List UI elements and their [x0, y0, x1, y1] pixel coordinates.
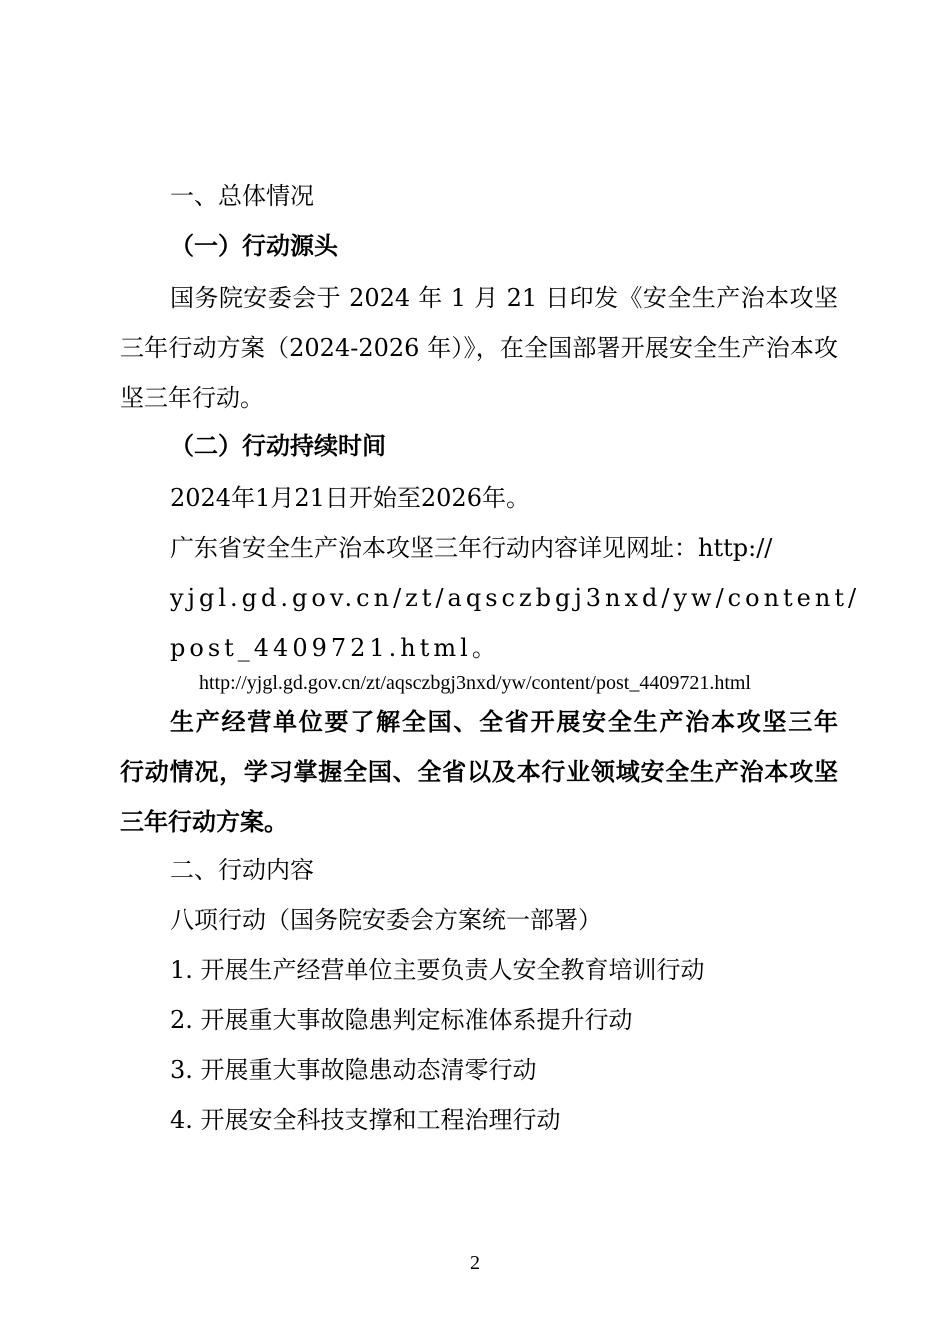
subsection-heading-1: （一）行动源头 [170, 232, 338, 260]
section-heading-2: 二、行动内容 [170, 856, 314, 884]
section-subheading: 八项行动（国务院安委会方案统一部署） [170, 906, 602, 934]
list-item: 3. 开展重大事故隐患动态清零行动 [170, 1056, 537, 1084]
list-item: 2. 开展重大事故隐患判定标准体系提升行动 [170, 1006, 633, 1034]
source-url[interactable]: http://yjgl.gd.gov.cn/zt/aqsczbgj3nxd/yw/content/post_4409721.html [199, 672, 751, 694]
link-reference-line: 广东省安全生产治本攻坚三年行动内容详见网址：http:// [170, 534, 773, 562]
body-line: 坚三年行动。 [120, 384, 264, 412]
emphasis-line: 三年行动方案。 [120, 807, 288, 836]
emphasis-line: 行动情况，学习掌握全国、全省以及本行业领域安全生产治本攻坚 [120, 757, 838, 786]
action-period: 2024年1月21日开始至2026年。 [170, 484, 530, 512]
list-item: 4. 开展安全科技支撑和工程治理行动 [170, 1106, 561, 1134]
body-line: 三年行动方案（2024-2026 年）》，在全国部署开展安全生产治本攻 [120, 334, 838, 362]
subsection-heading-2: （二）行动持续时间 [170, 432, 386, 460]
page-number: 2 [470, 1252, 480, 1274]
link-reference-line: yjgl.gd.gov.cn/zt/aqsczbgj3nxd/yw/content/ [170, 584, 861, 612]
section-heading-1: 一、总体情况 [170, 182, 314, 210]
link-reference-line: post_4409721.html。 [170, 634, 500, 662]
emphasis-line: 生产经营单位要了解全国、全省开展安全生产治本攻坚三年 [170, 707, 838, 736]
body-line: 国务院安委会于 2024 年 1 月 21 日印发《安全生产治本攻坚 [170, 284, 838, 312]
list-item: 1. 开展生产经营单位主要负责人安全教育培训行动 [170, 956, 705, 984]
